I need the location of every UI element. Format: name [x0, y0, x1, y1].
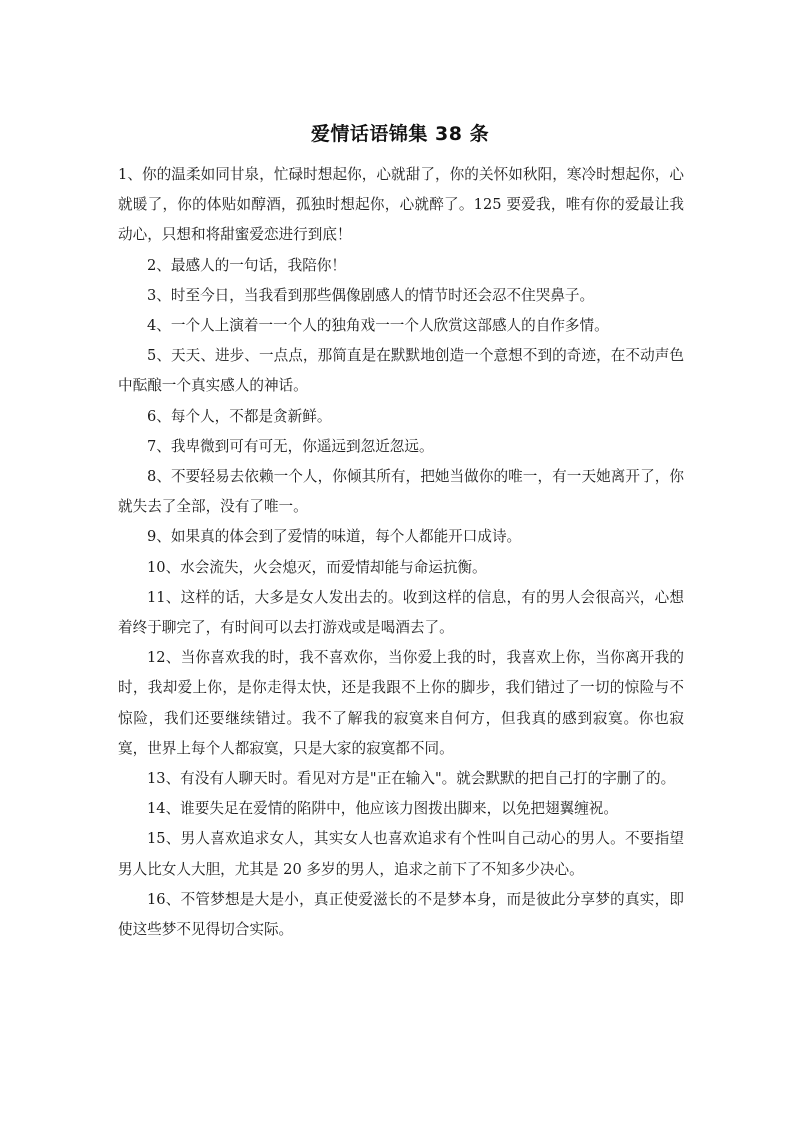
paragraph: 14、谁要失足在爱情的陷阱中，他应该力图拨出脚来，以免把翅翼缠祝。 — [147, 800, 618, 818]
paragraph: 12、当你喜欢我的时，我不喜欢你，当你爱上我的时，我喜欢上你，当你离开我的时，我却爱上你，是你走得太快，还是我跟不上你的脚步，我们错过了一切的惊险与不惊险，我们还要继续错过。我不了解我的寂寞来自何方，但我真的感到寂寞。你也寂寞，世界上每个人都寂寞，只是大家的寂寞都不同。 — [118, 649, 684, 757]
paragraph: 8、不要轻易去依赖一个人，你倾其所有，把她当做你的唯一，有一天她离开了，你就失去了全部，没有了唯一。 — [118, 468, 684, 516]
paragraph: 2、最感人的一句话，我陪你！ — [147, 256, 347, 274]
paragraph: 7、我卑微到可有可无，你遥远到忽近忽远。 — [147, 437, 434, 455]
paragraph: 16、不管梦想是大是小，真正使爱滋长的不是梦本身，而是彼此分享梦的真实，即使这些梦不见得切合实际。 — [118, 890, 684, 939]
paragraph: 11、这样的话，大多是女人发出去的。收到这样的信息，有的男人会很高兴，心想着终于聊完了，有时间可以去打游戏或是喝酒去了。 — [118, 588, 684, 637]
paragraph: 4、一个人上演着一一个人的独角戏一一个人欣赏这部感人的自作多情。 — [147, 317, 609, 335]
paragraph: 1、你的温柔如同甘泉，忙碌时想起你，心就甜了，你的关怀如秋阳，寒冷时想起你，心就暖了，你的体贴如醇酒，孤独时想起你，心就醉了。125 要爱我，唯有你的爱最让我动心，只想和将甜蜜爱恋进行到底！ — [118, 166, 684, 244]
paragraph: 6、每个人，不都是贪新鲜。 — [147, 407, 332, 425]
paragraph: 15、男人喜欢追求女人，其实女人也喜欢追求有个性叫自己动心的男人。不要指望男人比女人大胆，尤其是 20 多岁的男人，追求之前下了不知多少决心。 — [118, 830, 684, 878]
paragraph: 13、有没有人聊天时。看见对方是"正在输入"。就会默默的把自己打的字删了的。 — [147, 770, 676, 788]
paragraph: 10、水会流失，火会熄灭，而爱情却能与命运抗衡。 — [147, 558, 487, 576]
paragraph: 5、天天、进步、一点点，那简直是在默默地创造一个意想不到的奇迹，在不动声色中酝酿一个真实感人的神话。 — [118, 347, 684, 395]
paragraph: 9、如果真的体会到了爱情的味道，每个人都能开口成诗。 — [147, 528, 522, 546]
document-title: 爱情话语锦集 38 条 — [310, 123, 490, 145]
document-body — [118, 160, 684, 945]
paragraph: 3、时至今日，当我看到那些偶像剧感人的情节时还会忍不住哭鼻子。 — [147, 286, 595, 304]
